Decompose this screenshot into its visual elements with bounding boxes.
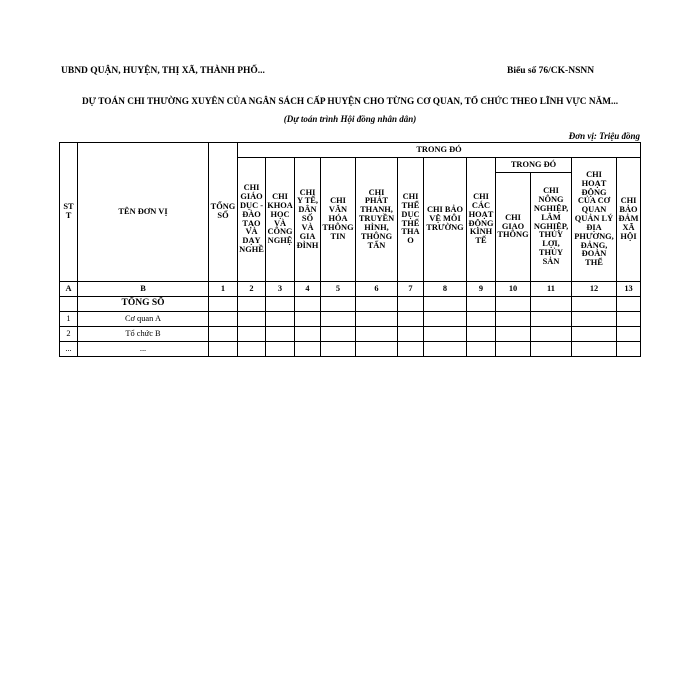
table-cell <box>531 342 572 357</box>
index-cell: 7 <box>398 282 424 297</box>
header-transport: CHI GIAO THÔNG <box>496 173 531 282</box>
table-cell <box>531 297 572 312</box>
header-environment: CHI BẢO VỆ MÔI TRƯỜNG <box>424 158 467 282</box>
table-cell <box>424 327 467 342</box>
table-cell <box>467 342 496 357</box>
header-admin: CHI HOẠT ĐỘNG CỦA CƠ QUAN QUẢN LÝ ĐỊA PHƯƠNG, ĐẢNG, ĐOÀN THỂ <box>572 158 617 282</box>
index-cell: 5 <box>321 282 356 297</box>
table-cell <box>496 342 531 357</box>
table-cell <box>531 312 572 327</box>
index-cell: 3 <box>266 282 295 297</box>
table-cell <box>572 327 617 342</box>
table-row <box>60 312 641 327</box>
table-cell <box>572 312 617 327</box>
budget-table <box>59 142 641 357</box>
header-economic: CHI CÁC HOẠT ĐỘNG KINH TẾ <box>467 158 496 282</box>
table-cell <box>321 312 356 327</box>
table-cell <box>356 312 398 327</box>
header-culture: CHI VĂN HÓA THÔNG TIN <box>321 158 356 282</box>
table-cell <box>266 297 295 312</box>
table-cell <box>295 297 321 312</box>
row-name: Cơ quan A <box>78 312 209 327</box>
index-cell: 8 <box>424 282 467 297</box>
table-cell <box>209 327 238 342</box>
table-cell <box>295 342 321 357</box>
agency-header: UBND QUẬN, HUYỆN, THỊ XÃ, THÀNH PHỐ... <box>61 66 265 76</box>
header-subgroup-of-which: TRONG ĐÓ <box>496 158 572 173</box>
row-name: ... <box>78 342 209 357</box>
table-cell <box>266 312 295 327</box>
table-cell <box>398 342 424 357</box>
row-name: Tổ chức B <box>78 327 209 342</box>
table-cell <box>356 342 398 357</box>
table-cell <box>398 312 424 327</box>
table-cell <box>266 327 295 342</box>
table-cell <box>467 297 496 312</box>
table-cell <box>467 327 496 342</box>
table-cell <box>356 327 398 342</box>
table-cell <box>60 297 78 312</box>
table-cell <box>424 312 467 327</box>
index-cell: A <box>60 282 78 297</box>
table-cell <box>424 342 467 357</box>
index-cell: 2 <box>238 282 266 297</box>
row-stt: ... <box>60 342 78 357</box>
table-cell <box>617 297 641 312</box>
document-subtitle: (Dự toán trình Hội đồng nhân dân) <box>283 114 417 124</box>
table-cell <box>531 327 572 342</box>
index-cell: 12 <box>572 282 617 297</box>
index-cell: 9 <box>467 282 496 297</box>
index-cell: 11 <box>531 282 572 297</box>
index-cell: 13 <box>617 282 641 297</box>
header-social: CHI BẢO ĐẢM XÃ HỘI <box>617 158 641 282</box>
header-stt: STT <box>60 143 78 282</box>
table-cell <box>238 342 266 357</box>
table-cell <box>398 297 424 312</box>
table-cell <box>295 327 321 342</box>
header-agriculture: CHI NÔNG NGHIỆP, LÂM NGHIỆP, THỦY LỢI, THỦY SẢN <box>531 173 572 282</box>
table-cell <box>496 327 531 342</box>
table-cell <box>398 327 424 342</box>
header-health: CHI Y TẾ, DÂN SỐ VÀ GIA ĐÌNH <box>295 158 321 282</box>
table-cell <box>467 312 496 327</box>
document-title: DỰ TOÁN CHI THƯỜNG XUYÊN CỦA NGÂN SÁCH CẤP HUYỆN CHO TỪNG CƠ QUAN, TỔ CHỨC THEO LĨNH VỰC NĂM... <box>81 97 619 107</box>
header-science: CHI KHOA HỌC VÀ CÔNG NGHỆ <box>266 158 295 282</box>
table-cell <box>496 297 531 312</box>
table-cell <box>321 342 356 357</box>
table-cell <box>617 327 641 342</box>
table-cell <box>617 312 641 327</box>
total-row-label: TỔNG SỐ <box>78 297 209 312</box>
index-cell: 4 <box>295 282 321 297</box>
table-cell <box>209 342 238 357</box>
table-cell <box>238 312 266 327</box>
header-group-of-which: TRONG ĐÓ <box>238 143 641 158</box>
index-row <box>60 282 641 297</box>
table-cell <box>266 342 295 357</box>
index-cell: 1 <box>209 282 238 297</box>
row-stt: 1 <box>60 312 78 327</box>
index-cell: 10 <box>496 282 531 297</box>
header-unit-name: TÊN ĐƠN VỊ <box>78 143 209 282</box>
index-cell: 6 <box>356 282 398 297</box>
table-cell <box>321 327 356 342</box>
total-row <box>60 297 641 312</box>
header-broadcast: CHI PHÁT THANH, TRUYỀN HÌNH, THÔNG TẤN <box>356 158 398 282</box>
table-cell <box>496 312 531 327</box>
row-stt: 2 <box>60 327 78 342</box>
table-cell <box>209 297 238 312</box>
header-education: CHI GIÁO DỤC - ĐÀO TẠO VÀ DẠY NGHỀ <box>238 158 266 282</box>
table-cell <box>572 297 617 312</box>
index-cell: B <box>78 282 209 297</box>
table-cell <box>572 342 617 357</box>
form-number: Biểu số 76/CK-NSNN <box>507 66 595 76</box>
table-cell <box>356 297 398 312</box>
table-cell <box>238 327 266 342</box>
table-cell <box>238 297 266 312</box>
table-cell <box>321 297 356 312</box>
unit-label: Đơn vị: Triệu đồng <box>568 131 640 141</box>
table-cell <box>617 342 641 357</box>
table-cell <box>209 312 238 327</box>
table-cell <box>295 312 321 327</box>
table-cell <box>424 297 467 312</box>
header-total: TỔNG SỐ <box>209 143 238 282</box>
table-row <box>60 342 641 357</box>
table-row <box>60 327 641 342</box>
header-sport: CHI THỂ DỤC THỂ THAO <box>398 158 424 282</box>
